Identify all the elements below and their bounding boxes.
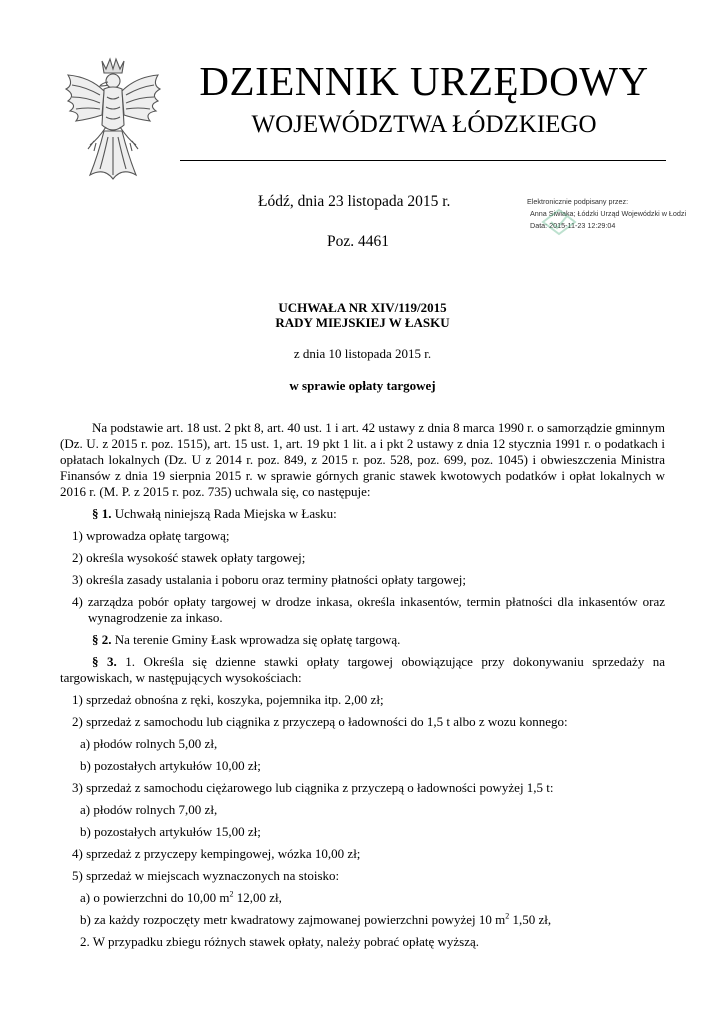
section-1 (60, 506, 665, 522)
list-item: 1) wprowadza opłatę targową; (72, 528, 230, 543)
section-1-label: § 1. (92, 506, 112, 521)
eagle-emblem-icon (60, 55, 166, 183)
list-item-text: b) za każdy rozpoczęty metr kwadratowy zajmowanej powierzchni powyżej 10 m (80, 912, 506, 927)
publication-date: Łódź, dnia 23 listopada 2015 r. (258, 193, 451, 210)
superscript: 2 (229, 889, 234, 899)
list-item: 3) określa zasady ustalania i poboru oraz terminy płatności opłaty targowej; (72, 572, 466, 587)
list-item: 4) zarządza pobór opłaty targowej w drodze inkasa, określa inkasentów, termin płatności dla inkasentów oraz wynagrodzenie za inkaso. (72, 594, 665, 625)
signature-line-3: Data: 2015-11-23 12:29:04 (530, 221, 616, 230)
resolution-subject: w sprawie opłaty targowej (289, 378, 436, 393)
superscript: 2 (505, 911, 510, 921)
list-item (60, 912, 665, 928)
list-item: a) płodów rolnych 5,00 zł, (80, 736, 218, 751)
header-divider (180, 160, 666, 161)
signature-line-1: Elektronicznie podpisany przez: (527, 197, 629, 206)
list-item-text: 12,00 zł, (233, 890, 282, 905)
list-item: 1) sprzedaż obnośna z ręki, koszyka, pojemnika itp. 2,00 zł; (72, 692, 384, 707)
section-2-text: Na terenie Gminy Łask wprowadza się opłatę targową. (111, 632, 401, 647)
journal-title: DZIENNIK URZĘDOWY (199, 58, 649, 104)
section-3-paragraph-2: 2. W przypadku zbiegu różnych stawek opłaty, należy pobrać opłatę wyższą. (80, 934, 480, 949)
section-1-text: Uchwałą niniejszą Rada Miejska w Łasku: (111, 506, 337, 521)
section-3-text: 1. Określa się dzienne stawki opłaty targowej obowiązujące przy dokonywaniu sprzedaży na targowiskach, w następujących wysokościach: (60, 654, 665, 685)
list-item: 5) sprzedaż w miejscach wyznaczonych na stoisko: (72, 868, 340, 883)
signature-line-2: Anna Siwiaka; Łódzki Urząd Wojewódzki w Łodzi (530, 209, 687, 218)
list-item-text: 1,50 zł, (509, 912, 552, 927)
list-item: b) pozostałych artykułów 15,00 zł; (80, 824, 261, 839)
electronic-signature-block (527, 196, 687, 232)
document-body (60, 420, 665, 956)
resolution-date: z dnia 10 listopada 2015 r. (293, 346, 432, 361)
resolution-number: UCHWAŁA NR XIV/119/2015 (278, 300, 447, 315)
journal-subtitle: WOJEWÓDZTWA ŁÓDZKIEGO (251, 111, 597, 138)
section-3 (60, 654, 665, 686)
signature-check-icon (539, 208, 579, 238)
list-item: 4) sprzedaż z przyczepy kempingowej, wózka 10,00 zł; (72, 846, 361, 861)
list-item: 2) określa wysokość stawek opłaty targowej; (72, 550, 306, 565)
list-item: 2) sprzedaż z samochodu lub ciągnika z przyczepą o ładowności do 1,5 t albo z wozu konnego: (72, 714, 568, 729)
section-2-label: § 2. (92, 632, 112, 647)
list-item-text: a) o powierzchni do 10,00 m (80, 890, 230, 905)
resolution-council: RADY MIEJSKIEJ W ŁASKU (275, 315, 450, 330)
section-3-label: § 3. (92, 654, 117, 669)
list-item: 3) sprzedaż z samochodu ciężarowego lub ciągnika z przyczepą o ładowności powyżej 1,5 t: (72, 780, 554, 795)
list-item (60, 890, 665, 906)
list-item: a) płodów rolnych 7,00 zł, (80, 802, 218, 817)
position-number: Poz. 4461 (327, 233, 389, 250)
legal-basis-paragraph: Na podstawie art. 18 ust. 2 pkt 8, art. 40 ust. 1 i art. 42 ustawy z dnia 8 marca 1990 r. o samorządzie gminnym (Dz. U. z 2015 r. poz. 1515), art. 15 ust. 1, art. 19 pkt 1 lit. a i pkt 2 ustawy z dnia 12 stycznia 1991 r. o podatkach i opłatach lokalnych (Dz. U z 2014 r. poz. 849, z 2015 r. poz. 528, poz. 699, poz. 1045) i obwieszczenia Ministra Finansów z dnia 19 sierpnia 2015 r. w sprawie górnych granic stawek kwotowych podatków i opłat lokalnych w 2016 r. (M. P. z 2015 r. poz. 735) uchwala się, co następuje: (60, 420, 665, 499)
section-2 (60, 632, 665, 648)
list-item: b) pozostałych artykułów 10,00 zł; (80, 758, 261, 773)
